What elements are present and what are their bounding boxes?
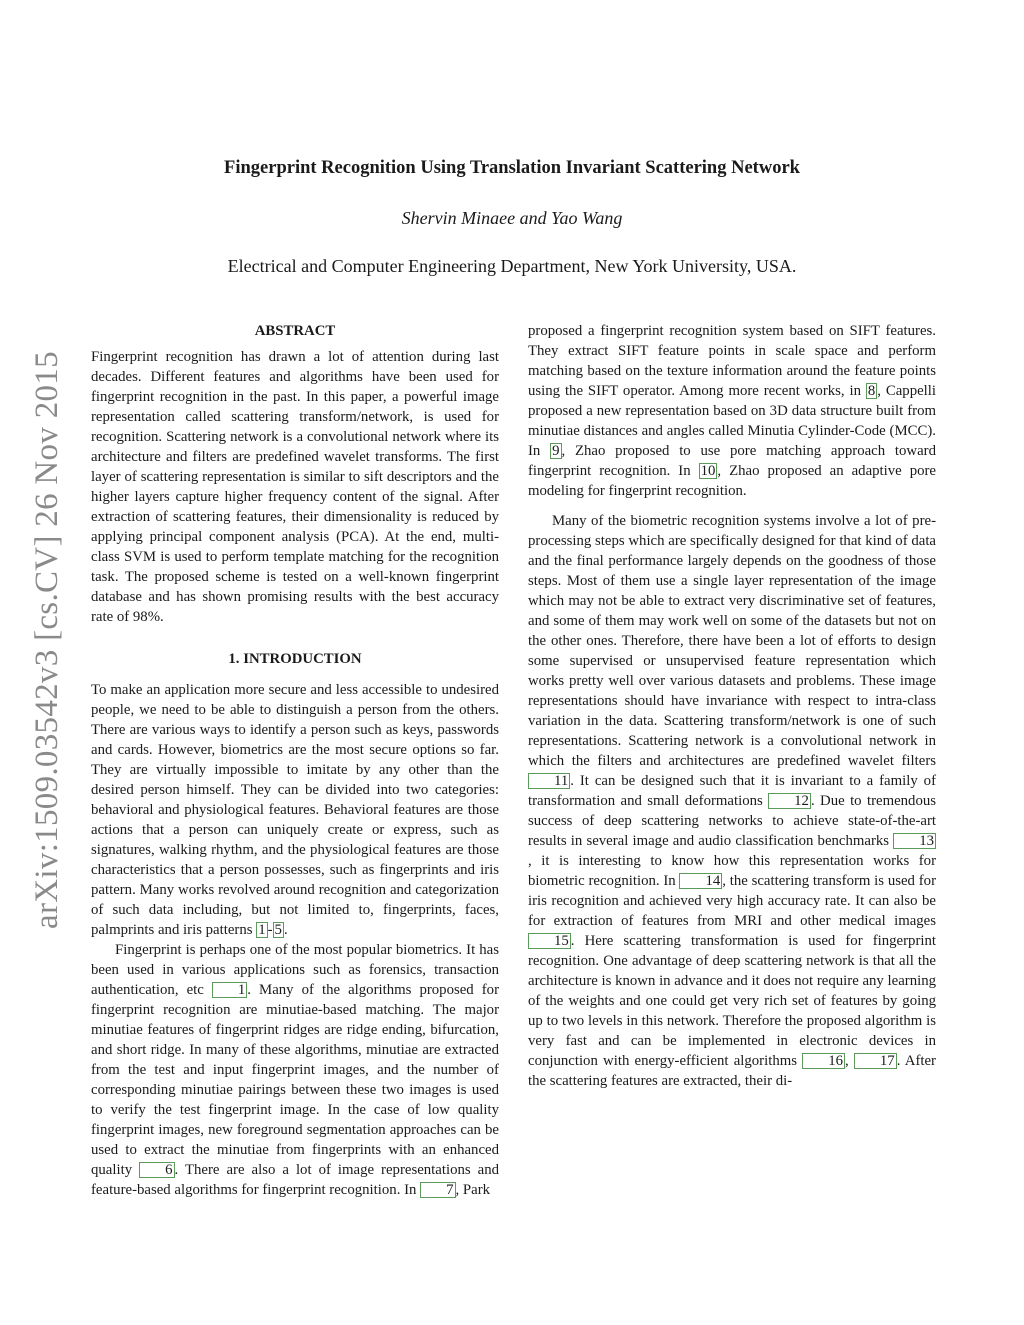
- citation-link[interactable]: 14: [679, 873, 722, 889]
- abstract-text: Fingerprint recognition has drawn a lot of attention during last decades. Different features and algorithms have been used for fingerprint recognition in the past. In this paper, a powerful image representation called scattering transform/network, is used for recognition. Scattering network is a convolutional network where its architecture and filters are predefined wavelet transforms. The first layer of scattering representation is similar to sift descriptors and the higher layers capture higher frequency content of the signal. After extraction of scattering features, their dimensionality is reduced by applying principal component analysis (PCA). At the end, multi-class SVM is used to perform template matching for the recognition task. The proposed scheme is tested on a well-known fingerprint database and has shown promising results with the best accuracy rate of 98%.: [91, 349, 499, 625]
- citation-link[interactable]: 10: [700, 463, 716, 479]
- citation-link[interactable]: 5: [274, 922, 282, 938]
- citation-link[interactable]: 1: [212, 982, 247, 998]
- citation-link[interactable]: 6: [139, 1162, 174, 1178]
- paper-authors: Shervin Minaee and Yao Wang: [401, 208, 623, 228]
- citation-link[interactable]: 15: [528, 933, 571, 949]
- citation-link[interactable]: 17: [854, 1053, 897, 1069]
- citation-link[interactable]: 9: [552, 443, 560, 459]
- abstract-heading: ABSTRACT: [254, 323, 336, 339]
- right-column: [528, 321, 936, 1091]
- citation-link[interactable]: 7: [420, 1182, 455, 1198]
- citation-link[interactable]: 16: [802, 1053, 845, 1069]
- arxiv-identifier: arXiv:1509.03542v3 [cs.CV] 26 Nov 2015: [29, 351, 65, 929]
- intro-paragraph-2: Fingerprint is perhaps one of the most popular biometrics. It has been used in various applications such as forensics, transaction authentication, etc 1 . Many of the algorithms proposed for fingerprint recognition are minutiae-based matching. The major minutiae features of fingerprint ridges are ridge ending, bifurcation, and short ridge. In many of these algorithms, minutiae are extracted from the test and input fingerprint images, and the number of corresponding minutiae pairings between these two images is used to verify the test fingerprint image. In the case of low quality fingerprint images, new foreground segmentation approaches can be used to extract the minutiae from fingerprints with an enhanced quality 6 . There are also a lot of image representations and feature-based algorithms for fingerprint recognition. In 7 , Park: [91, 942, 499, 1198]
- left-column: [91, 321, 499, 1200]
- intro-paragraph-1: To make an application more secure and less accessible to undesired people, we need to be able to distinguish a person from the others. There are various ways to identify a person such as keys, passwords and cards. However, biometrics are the most secure options so far. They are virtually impossible to imitate by any other than the desired person himself. They can be divided into two categories: behavioral and physiological features. Behavioral features are those actions that a person can uniquely create or express, such as signatures, walking rhythm, and the physiological features are those characteristics that a person possesses, such as fingerprints and iris pattern. Many works revolved around recognition and categorization of such data including, but not limited to, fingerprints, faces, palmprints and iris patterns 1 - 5 .: [91, 682, 499, 938]
- introduction-heading: 1. INTRODUCTION: [228, 651, 362, 667]
- intro-paragraph-2-continued: proposed a fingerprint recognition system based on SIFT features. They extract SIFT feature points in scale space and perform matching based on the texture information around the feature points using the SIFT operator. Among more recent works, in 8 , Cappelli proposed a new representation based on 3D data structure built from minutiae distances and angles called Minutia Cylinder-Code (MCC). In 9 , Zhao proposed to use pore matching approach toward fingerprint recognition. In 10 , Zhao proposed an adaptive pore modeling for fingerprint recognition.: [528, 323, 936, 499]
- citation-link[interactable]: 11: [528, 773, 570, 789]
- citation-link[interactable]: 8: [867, 383, 876, 399]
- citation-link[interactable]: 13: [893, 833, 936, 849]
- intro-paragraph-3: Many of the biometric recognition systems involve a lot of pre-processing steps which are specifically designed for that kind of data and the final performance largely depends on the goodness of those steps. Most of them use a single layer representation of the image which may not be able to extract very discriminative set of features, and some of them may work well on some of the datasets but not on the other ones. Therefore, there have been a lot of efforts to design some supervised or unsupervised feature representation which works pretty well over various datasets and problems. These image representations should have invariance with respect to intra-class variation in the data. Scattering transform/network is one of such representations. Scattering network is a convolutional network in which the filters and architectures are predefined wavelet filters 11 . It can be designed such that it is invariant to a family of transformation and small deformations 12 . Due to tremendous success of deep scattering networks to achieve state-of-the-art results in several image and audio classification benchmarks 13, it is interesting to know how this representation works for biometric recognition. In 14 , the scattering transform is used for iris recognition and achieved very high accuracy rate. It can also be for extraction of features from MRI and other medical images 15 . Here scattering transformation is used for fingerprint recognition. One advantage of deep scattering network is that all the architecture is known in advance and it does not require any learning of the weights and one could get very rich set of features by going up to two levels in this network. Therefore the proposed algorithm is very fast and can be implemented in electronic devices in conjunction with energy-efficient algorithms 16 , 17 . After the scattering features are extracted, their di-: [528, 513, 937, 1089]
- citation-link[interactable]: 1: [258, 922, 266, 938]
- paper-affiliation: Electrical and Computer Engineering Department, New York University, USA.: [227, 256, 797, 276]
- citation-link[interactable]: 12: [768, 793, 811, 809]
- paper-title: Fingerprint Recognition Using Translation Invariant Scattering Network: [224, 158, 800, 178]
